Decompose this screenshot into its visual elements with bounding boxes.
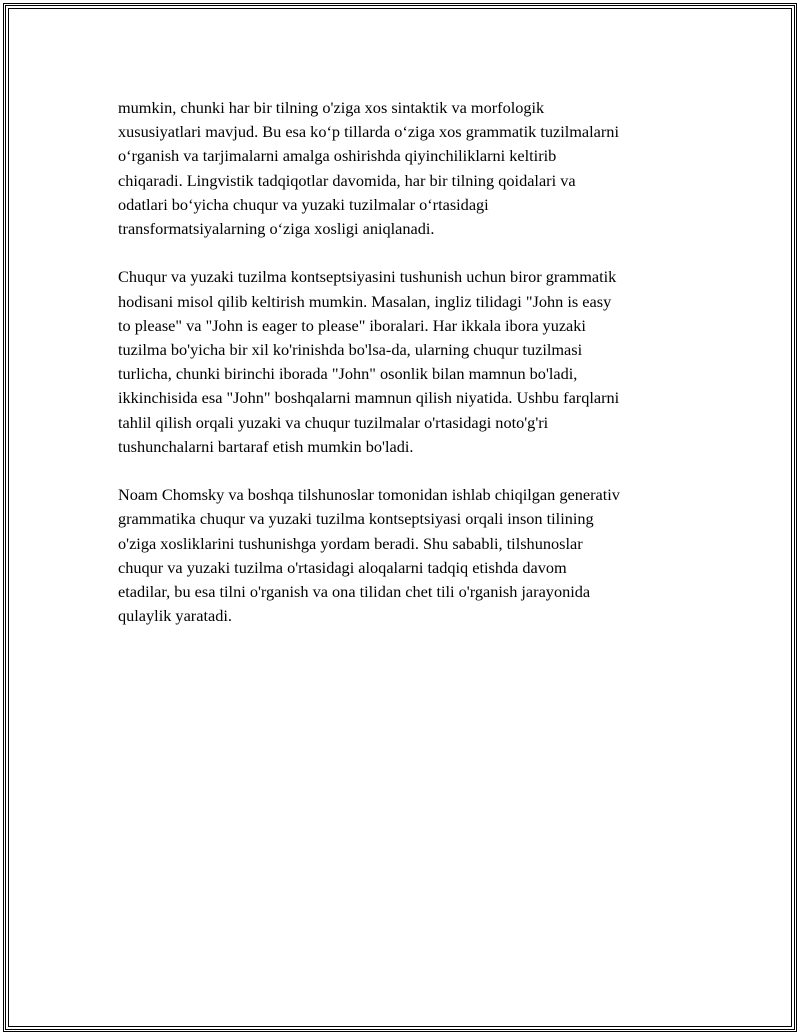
document-body xyxy=(118,96,698,653)
text-line: etadilar, bu esa tilni o'rganish va ona tilidan chet tili o'rganish jarayonida xyxy=(118,582,591,602)
text-line: chuqur va yuzaki tuzilma o'rtasidagi aloqalarni tadqiq etishda davom xyxy=(118,557,567,577)
text-line: o‘rganish va tarjimalarni amalga oshirishda qiyinchiliklarni keltirib xyxy=(118,146,557,166)
text-line: xususiyatlari mavjud. Bu esa ko‘p tillarda o‘ziga xos grammatik tuzilmalarni xyxy=(118,122,619,142)
text-line: transformatsiyalarning o‘ziga xosligi aniqlanadi. xyxy=(118,219,435,239)
text-line: odatlari bo‘yicha chuqur va yuzaki tuzilmalar o‘rtasidagi xyxy=(118,194,489,214)
text-line: Chuqur va yuzaki tuzilma kontseptsiyasini tushunish uchun biror grammatik xyxy=(118,267,617,287)
page-border xyxy=(3,3,797,1032)
paragraph-2 xyxy=(118,265,698,459)
paragraph-3 xyxy=(118,483,698,628)
text-line: chiqaradi. Lingvistik tadqiqotlar davomida, har bir tilning qoidalari va xyxy=(118,170,576,190)
text-line: grammatika chuqur va yuzaki tuzilma kontseptsiyasi orqali inson tilining xyxy=(118,509,594,529)
text-line: to please" va "John is eager to please" iboralari. Har ikkala ibora yuzaki xyxy=(118,315,586,335)
text-line: ikkinchisida esa "John" boshqalarni mamnun qilish niyatida. Ushbu farqlarni xyxy=(118,388,620,408)
text-line: hodisani misol qilib keltirish mumkin. Masalan, ingliz tilidagi "John is easy xyxy=(118,291,612,311)
text-line: turlicha, chunki birinchi iborada "John" osonlik bilan mamnun bo'ladi, xyxy=(118,364,578,384)
paragraph-1 xyxy=(118,96,698,241)
text-line: mumkin, chunki har bir tilning o'ziga xos sintaktik va morfologik xyxy=(118,98,545,117)
text-line: tushunchalarni bartaraf etish mumkin bo'ladi. xyxy=(118,436,414,456)
text-line: tahlil qilish orqali yuzaki va chuqur tuzilmalar o'rtasidagi noto'g'ri xyxy=(118,412,549,432)
text-line: Noam Chomsky va boshqa tilshunoslar tomonidan ishlab chiqilgan generativ xyxy=(118,485,620,505)
text-line: o'ziga xosliklarini tushunishga yordam beradi. Shu sababli, tilshunoslar xyxy=(118,533,583,553)
text-line: qulaylik yaratadi. xyxy=(118,606,232,626)
text-line: tuzilma bo'yicha bir xil ko'rinishda bo'lsa-da, ularning chuqur tuzilmasi xyxy=(118,340,583,360)
